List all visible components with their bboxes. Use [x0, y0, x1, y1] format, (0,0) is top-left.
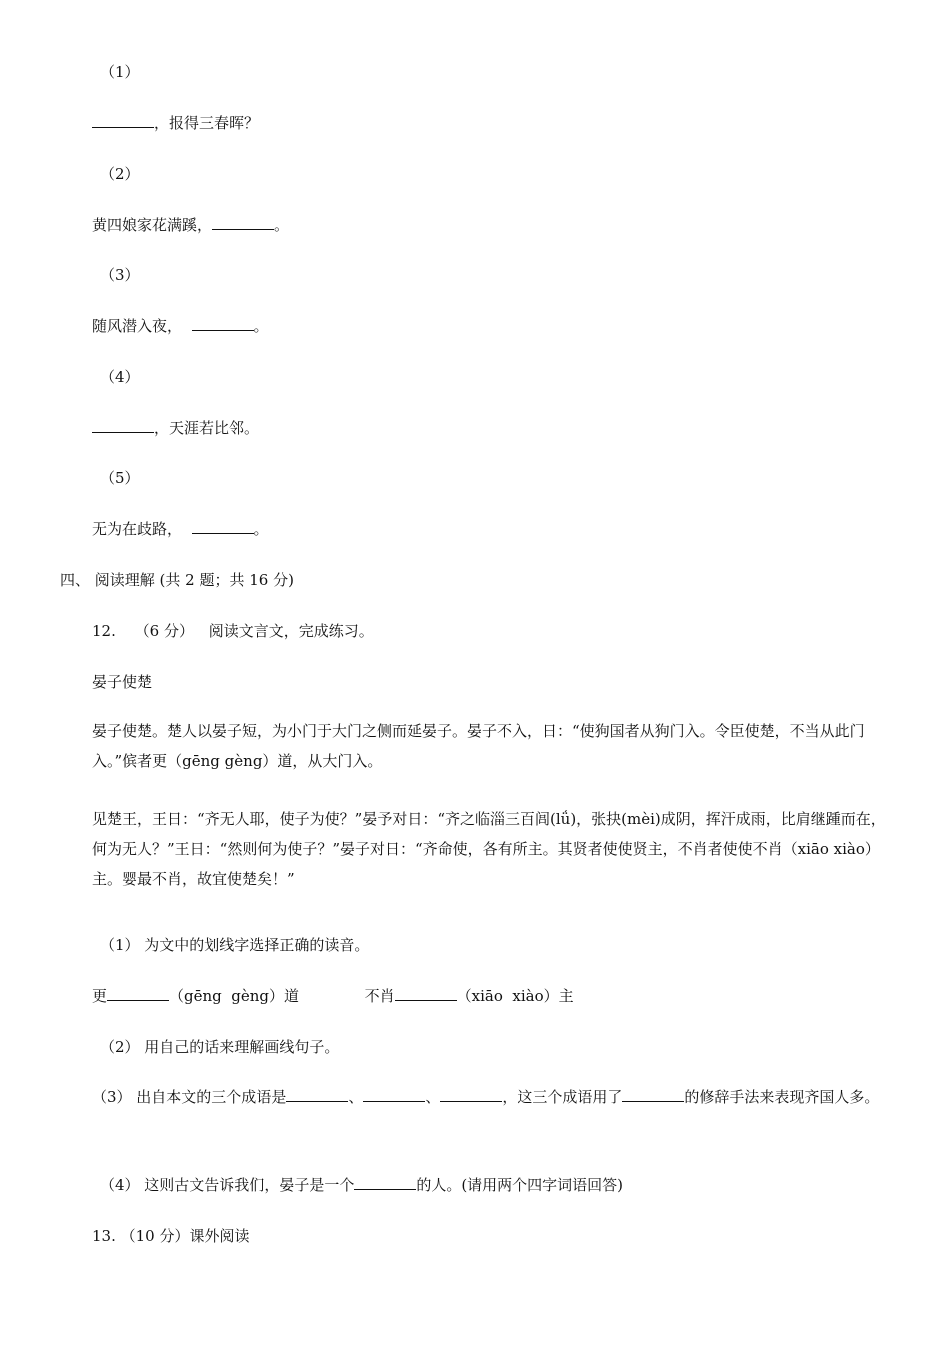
- answer-blank[interactable]: [440, 1087, 502, 1102]
- sub-question-4-text: 的人。(请用两个四字词语回答): [416, 1176, 624, 1194]
- separator: 、: [425, 1088, 441, 1106]
- answer-blank[interactable]: [92, 418, 154, 433]
- item-text: 。: [253, 317, 269, 335]
- item-text: 。: [253, 520, 269, 538]
- answer-blank[interactable]: [622, 1087, 684, 1102]
- question-12-header: [92, 620, 374, 642]
- answer-blank[interactable]: [212, 215, 274, 230]
- question-text: 阅读文言文，完成练习。: [208, 622, 374, 640]
- answer-blank[interactable]: [107, 986, 169, 1001]
- answer-blank[interactable]: [286, 1087, 348, 1102]
- item-label-1: （1）: [100, 63, 140, 81]
- sub-question-1: （1） 为文中的划线字选择正确的读音。: [100, 936, 370, 954]
- pinyin-prompt-b: 不肖: [364, 987, 395, 1005]
- item-line-1: [92, 112, 259, 134]
- item-label-4: （4）: [100, 368, 140, 386]
- answer-blank[interactable]: [192, 519, 254, 534]
- answer-blank[interactable]: [363, 1087, 425, 1102]
- item-label-5: （5）: [100, 469, 140, 487]
- item-text: ，报得三春晖？: [154, 114, 260, 132]
- sub-question-3-text: （3） 出自本文的三个成语是: [92, 1088, 287, 1106]
- item-line-2: [92, 214, 289, 236]
- sub-question-1-answers: [92, 985, 574, 1007]
- question-score: （6 分）: [134, 622, 194, 640]
- answer-blank[interactable]: [92, 113, 154, 128]
- answer-blank[interactable]: [192, 316, 254, 331]
- answer-blank[interactable]: [395, 986, 457, 1001]
- section-heading: 四、 阅读理解 (共 2 题；共 16 分): [60, 571, 294, 589]
- answer-blank[interactable]: [354, 1175, 416, 1190]
- pinyin-prompt-a: 更: [92, 987, 108, 1005]
- item-text: 无为在歧路，: [92, 520, 192, 538]
- item-text: ，天涯若比邻。: [154, 419, 260, 437]
- pinyin-options-a: （gēng gèng）道: [169, 987, 300, 1005]
- essay-paragraph-1: 晏子使楚。楚人以晏子短，为小门于大门之侧而延晏子。晏子不入，日：“使狗国者从狗门入。令臣使楚，不当从此门入。”傧者更（gēng gèng）道，从大门入。: [92, 722, 865, 770]
- question-13-header: 13. （10 分）课外阅读: [92, 1227, 250, 1245]
- item-text: 随风潜入夜，: [92, 317, 192, 335]
- item-label-3: （3）: [100, 266, 140, 284]
- sub-question-3-text: ，这三个成语用了: [502, 1088, 623, 1106]
- item-text: 黄四娘家花满蹊，: [92, 216, 213, 234]
- item-label-2: （2）: [100, 165, 140, 183]
- item-line-5: [92, 518, 269, 540]
- pinyin-options-b: （xiāo xiào）主: [456, 987, 574, 1005]
- sub-question-2: （2） 用自己的话来理解画线句子。: [100, 1038, 340, 1056]
- item-text: 。: [274, 216, 290, 234]
- sub-question-4: [100, 1174, 623, 1196]
- essay-paragraph-2: 见楚王，王日：“齐无人耶，使子为使？”晏予对日：“齐之临淄三百闾(lǘ)，张抉(mèi)成阴，挥汗成雨，比肩继踵而在，何为无人？”王日：“然则何为使子？”晏子对日：“齐命使，各有所主。其贤者使使贤主，不肖者使使不肖（xiāo xiào）主。婴最不肖，故宜使楚矣！”: [92, 810, 886, 888]
- item-line-4: [92, 417, 259, 439]
- sub-question-3-text: 的修辞手法来表现齐国人多。: [684, 1088, 880, 1106]
- sub-question-4-text: （4） 这则古文告诉我们，晏子是一个: [100, 1176, 355, 1194]
- sub-question-3: [92, 1082, 897, 1112]
- separator: 、: [348, 1088, 364, 1106]
- essay-title: 晏子使楚: [92, 673, 153, 691]
- question-number: 12.: [92, 622, 116, 640]
- item-line-3: [92, 315, 269, 337]
